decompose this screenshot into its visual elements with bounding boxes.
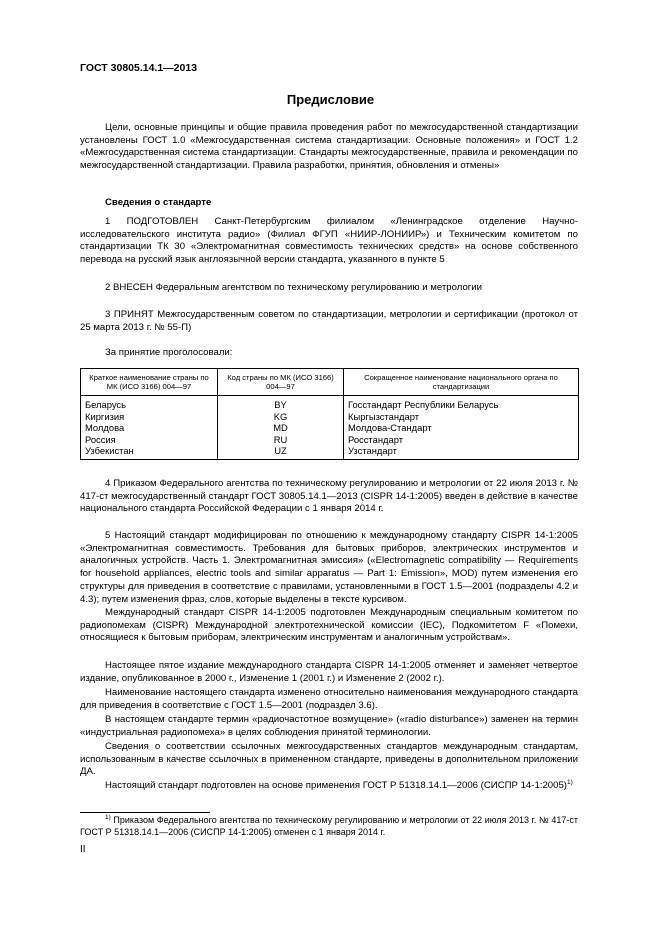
voted-label: За принятие проголосовали: [105, 347, 233, 358]
table-header-code: Код страны по МК (ИСО 3166) 004—97 [218, 369, 344, 396]
code-cell: BY [218, 396, 344, 411]
item-5-term-paragraph: В настоящем стандарте термин «радиочастотное возмущение» («radio disturbance») заменен на термин «индустриальная радиопомеха» в целях соблюдения принятой терминологии. [80, 714, 578, 738]
voting-table [80, 368, 579, 460]
code-cell: UZ [218, 445, 344, 459]
footnote-marker: 1) [105, 814, 111, 821]
footnote-text: Приказом Федерального агентства по техническому регулированию и метрологии от 22 июля 2013 г. № 417-ст ГОСТ Р 51318.14.1—2006 (СИСПР 14-1:2005) отменен с 1 января 2014 г. [80, 815, 578, 837]
country-cell: Киргизия [81, 411, 218, 423]
footnote-divider [80, 812, 210, 813]
intro-paragraph: Цели, основные принципы и общие правила проведения работ по межгосударственной стандартизации установлены ГОСТ 1.0 «Межгосударственная система стандартизации. Основные положения» и ГОСТ 1.2 «Межгосударственная система стандартизации. Стандарты межгосударственные, правила и рекомендации по межгосударственной стандартизации. Правила разработки, принятия, обновления и отмены» [80, 122, 578, 172]
body-cell: Госстандарт Республики Беларусь [344, 396, 579, 411]
code-cell: RU [218, 434, 344, 446]
table-header-country: Краткое наименование страны по МК (ИСО 3166) 004—97 [81, 369, 218, 396]
table-row [81, 445, 579, 459]
item-5-title-change-paragraph: Наименование настоящего стандарта изменено относительно наименования международного стандарта для приведения в соответствие с ГОСТ 1.5—2001 (подраздел 3.6). [80, 687, 578, 711]
code-cell: KG [218, 411, 344, 423]
item-5-references-paragraph: Сведения о соответствии ссылочных межгосударственных стандартов международным стандартам, использованным в качестве ссылочных в примененном стандарте, приведены в дополнительном приложении ДА. [80, 741, 578, 778]
item-5-paragraph: 5 Настоящий стандарт модифицирован по отношению к международному стандарту CISPR 14-1:2005 «Электромагнитная совместимость. Требования для бытовых приборов, электрических инструментов и аналогичных устройств. Часть 1. Электромагнитная эмиссия» («Electromagnetic compatibility — Requirements for household appliances, electric tools and similar apparatus — Part 1: Emission», MOD) путем изменения его структуры для приведения в соответствие с правилами, установленными в ГОСТ 1.5—2001 (подразделы 4.2 и 4.3); путем изменения фраз, слов, которые выделены в тексте курсивом. [80, 530, 578, 605]
body-cell: Росстандарт [344, 434, 579, 446]
basis-text: Настоящий стандарт подготовлен на основе применения ГОСТ Р 51318.14.1—2006 (СИСПР 14-1:2005) [105, 780, 567, 791]
table-header-body: Сокращенное наименование национального органа по стандартизации [344, 369, 579, 396]
code-cell: MD [218, 422, 344, 434]
section-heading: Сведения о стандарте [105, 197, 212, 208]
footnote-reference: 1) [567, 778, 573, 786]
table-row [81, 396, 579, 411]
standard-number-header: ГОСТ 30805.14.1—2013 [80, 62, 198, 74]
item-5-basis-paragraph [80, 780, 578, 793]
body-cell: Молдова-Стандарт [344, 422, 579, 434]
item-3-paragraph: 3 ПРИНЯТ Межгосударственным советом по стандартизации, метрологии и сертификации (протокол от 25 марта 2013 г. № 55-П) [80, 309, 578, 333]
country-cell: Россия [81, 434, 218, 446]
item-2-paragraph: 2 ВНЕСЕН Федеральным агентством по техническому регулированию и метрологии [105, 282, 483, 293]
item-4-paragraph: 4 Приказом Федерального агентства по техническому регулированию и метрологии от 22 июля 2013 г. № 417-ст межгосударственный стандарт ГОСТ 30805.14.1—2013 (CISPR 14-1:2005) введен в действие в качестве национального стандарта Российской Федерации с 1 января 2014 г. [80, 478, 578, 515]
table-row [81, 434, 579, 446]
page-number: II [80, 844, 86, 855]
item-5-edition-paragraph: Настоящее пятое издание международного стандарта CISPR 14-1:2005 отменяет и заменяет четвертое издание, опубликованное в 2000 г., Изменение 1 (2001 г.) и Изменение 2 (2002 г.). [80, 660, 578, 684]
table-header-row [81, 369, 579, 396]
body-cell: Кыргызстандарт [344, 411, 579, 423]
item-5-cispr-paragraph: Международный стандарт CISPR 14-1:2005 подготовлен Международным специальным комитетом по радиопомехам (CISPR) Международной электротехнической комиссии (IEC), Подкомитетом F «Помехи, относящиеся к бытовым приборам, электрическим инструментам и аналогичным устройствам». [80, 607, 578, 644]
country-cell: Узбекистан [81, 445, 218, 459]
page-title: Предисловие [286, 92, 375, 107]
item-1-paragraph: 1 ПОДГОТОВЛЕН Санкт-Петербургским филиалом «Ленинградское отделение Научно-исследовательского института радио» (Филиал ФГУП «НИИР-ЛОНИИР») и Техническим комитетом по стандартизации ТК 30 «Электромагнитная совместимость технических средств» на основе собственного перевода на русский язык англоязычной версии стандарта, указанного в пункте 5 [80, 216, 578, 266]
country-cell: Беларусь [81, 396, 218, 411]
table-row [81, 422, 579, 434]
country-cell: Молдова [81, 422, 218, 434]
body-cell: Узстандарт [344, 445, 579, 459]
footnote [80, 815, 578, 838]
table-row [81, 411, 579, 423]
